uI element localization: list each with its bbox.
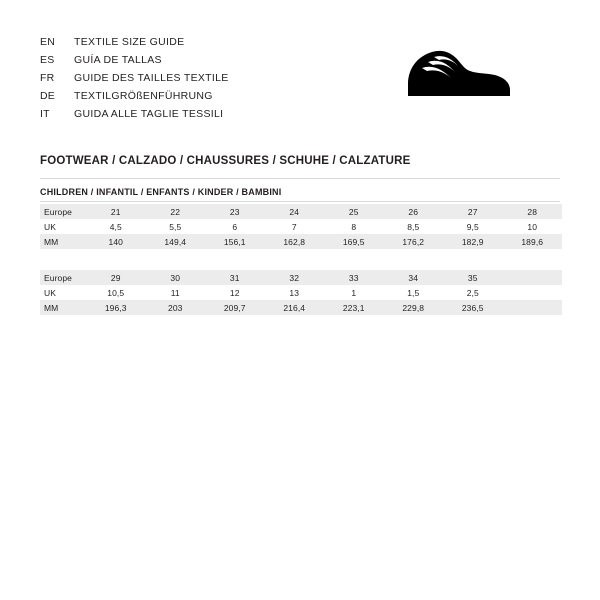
row-label: MM — [40, 234, 86, 249]
table-cell: 5,5 — [146, 219, 206, 234]
table-cell: 149,4 — [146, 234, 206, 249]
divider — [40, 178, 560, 179]
table-cell: 189,6 — [503, 234, 563, 249]
table-cell: 156,1 — [205, 234, 265, 249]
table-cell: 2,5 — [443, 285, 503, 300]
table-cell-empty — [503, 270, 563, 285]
table-cell: 12 — [205, 285, 265, 300]
table-cell: 25 — [324, 204, 384, 219]
table-cell: 23 — [205, 204, 265, 219]
table-row — [40, 270, 562, 285]
table-cell-empty — [503, 300, 563, 315]
table-row — [40, 300, 562, 315]
table-cell: 169,5 — [324, 234, 384, 249]
language-code: DE — [40, 90, 55, 102]
table-cell: 28 — [503, 204, 563, 219]
shoe-icon — [406, 40, 512, 102]
table-cell: 8 — [324, 219, 384, 234]
table-cell: 176,2 — [384, 234, 444, 249]
table-row — [40, 234, 562, 249]
table-cell: 24 — [265, 204, 325, 219]
table-cell: 9,5 — [443, 219, 503, 234]
table-cell: 33 — [324, 270, 384, 285]
table-cell: 209,7 — [205, 300, 265, 315]
table-cell: 140 — [86, 234, 146, 249]
language-code: EN — [40, 36, 55, 48]
language-title: GUÍA DE TALLAS — [74, 54, 162, 66]
table-row — [40, 204, 562, 219]
size-table-children-2 — [40, 270, 562, 315]
section-title: FOOTWEAR / CALZADO / CHAUSSURES / SCHUHE / CALZATURE — [40, 155, 411, 167]
table-cell: 11 — [146, 285, 206, 300]
row-label: UK — [40, 285, 86, 300]
language-code: IT — [40, 108, 50, 120]
table-cell: 34 — [384, 270, 444, 285]
table-cell: 1,5 — [384, 285, 444, 300]
table-cell: 236,5 — [443, 300, 503, 315]
table-cell: 35 — [443, 270, 503, 285]
language-row — [40, 33, 229, 51]
language-code: FR — [40, 72, 55, 84]
table-cell: 223,1 — [324, 300, 384, 315]
table-row — [40, 285, 562, 300]
language-code: ES — [40, 54, 55, 66]
table-cell: 182,9 — [443, 234, 503, 249]
table-cell: 31 — [205, 270, 265, 285]
language-row — [40, 87, 229, 105]
table-cell: 4,5 — [86, 219, 146, 234]
table-cell: 29 — [86, 270, 146, 285]
table-cell: 162,8 — [265, 234, 325, 249]
language-row — [40, 105, 229, 123]
row-label: Europe — [40, 270, 86, 285]
language-row — [40, 69, 229, 87]
table-cell: 1 — [324, 285, 384, 300]
table-cell: 229,8 — [384, 300, 444, 315]
size-table-children-1 — [40, 204, 562, 249]
language-title: TEXTILGRÖßENFÜHRUNG — [74, 90, 213, 102]
table-cell: 32 — [265, 270, 325, 285]
table-cell: 216,4 — [265, 300, 325, 315]
subsection-title: CHILDREN / INFANTIL / ENFANTS / KINDER / BAMBINI — [40, 187, 282, 197]
table-row — [40, 219, 562, 234]
table-cell: 27 — [443, 204, 503, 219]
table-cell: 26 — [384, 204, 444, 219]
table-cell: 13 — [265, 285, 325, 300]
table-cell: 6 — [205, 219, 265, 234]
table-cell: 22 — [146, 204, 206, 219]
table-cell: 196,3 — [86, 300, 146, 315]
row-label: UK — [40, 219, 86, 234]
row-label: Europe — [40, 204, 86, 219]
table-cell-empty — [503, 285, 563, 300]
table-cell: 8,5 — [384, 219, 444, 234]
table-cell: 10 — [503, 219, 563, 234]
language-title: GUIDE DES TAILLES TEXTILE — [74, 72, 229, 84]
language-title: GUIDA ALLE TAGLIE TESSILI — [74, 108, 224, 120]
language-title-list — [40, 33, 229, 123]
language-title: TEXTILE SIZE GUIDE — [74, 36, 185, 48]
table-cell: 21 — [86, 204, 146, 219]
table-cell: 10,5 — [86, 285, 146, 300]
divider — [40, 201, 560, 202]
row-label: MM — [40, 300, 86, 315]
table-cell: 30 — [146, 270, 206, 285]
language-row — [40, 51, 229, 69]
table-cell: 203 — [146, 300, 206, 315]
table-cell: 7 — [265, 219, 325, 234]
